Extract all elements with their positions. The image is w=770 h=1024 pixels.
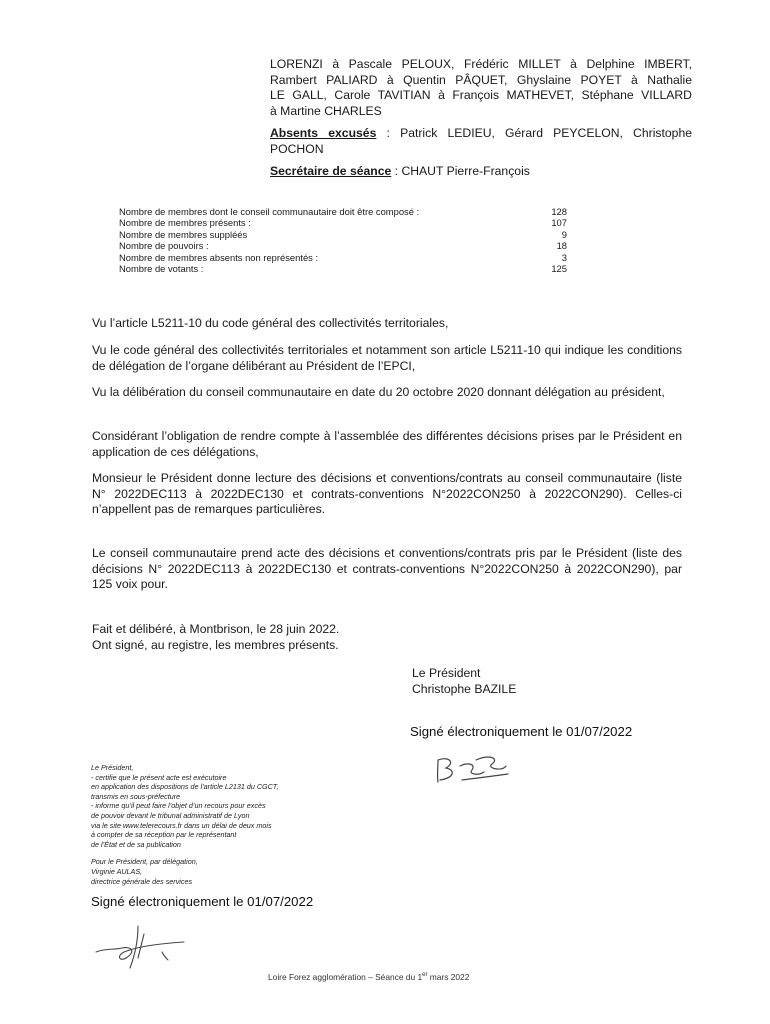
president-title: Le Président [412, 666, 481, 680]
absents-line-1 [270, 126, 692, 142]
paragraph-vu-code: Vu le code général des collectivités territoriales et notamment son article L5211-10 qui indique les conditions de délégation de l’organe délibérant au Président de l’EPCI, [92, 343, 682, 373]
secretaire-label: Secrétaire de séance [270, 164, 392, 178]
absents-line-2: POCHON [270, 141, 324, 156]
president-name: Christophe BAZILE [412, 682, 517, 696]
footer-text-before: Loire Forez agglomération – Séance du 1 [268, 972, 423, 982]
absents-block [270, 126, 692, 157]
stamp-line: en application des dispositions de l’article L2131 du CGCT, [91, 782, 279, 792]
stamp-line: de l’État et de sa publication [91, 839, 181, 849]
stats-label: Nombre de membres présents : [119, 217, 251, 229]
stats-row [119, 206, 567, 217]
pouvoirs-block [270, 57, 692, 119]
stats-value: 3 [561, 251, 567, 263]
stats-label: Nombre de membres dont le conseil communautaire doit être composé : [119, 206, 420, 217]
paragraph-considerant: Considérant l’obligation de rendre compte à l’assemblée des différentes décisions prises par le Président en application de ces délégations, [92, 429, 682, 459]
stats-label: Nombre de pouvoirs : [119, 240, 209, 252]
absents-label: Absents excusés [270, 126, 377, 140]
stamp-delegation-line: directrice générale des services [91, 876, 193, 886]
stats-label: Nombre de membres absents non représentés : [119, 251, 319, 263]
stats-label: Nombre de votants : [119, 263, 204, 275]
ont-signe: Ont signé, au registre, les membres présents. [92, 638, 339, 652]
paragraph-lecture: Monsieur le Président donne lecture des décisions et conventions/contrats au conseil communautaire (liste N° 2022DEC113 à 2022DEC130 et contrats-conventions N°2022CON250 à 2022CON290). Celles-ci n’appellent pas de remarques particulières. [92, 471, 682, 517]
president-signed-date: Signé électroniquement le 01/07/2022 [410, 724, 633, 739]
stamp-delegation-line: Pour le Président, par délégation, [91, 857, 198, 867]
pouvoirs-line-4: à Martine CHARLES [270, 103, 382, 118]
absents-names: : Patrick LEDIEU, Gérard PEYCELON, Christophe [386, 126, 692, 140]
stamp-line: à compter de sa réception par le représentant [91, 830, 237, 840]
fait-delibere: Fait et délibéré, à Montbrison, le 28 juin 2022. [92, 622, 340, 636]
stamp-line: de pouvoir devant le tribunal administratif de Lyon [91, 810, 250, 820]
stats-row [119, 240, 567, 251]
secretaire-value: : CHAUT Pierre-François [394, 164, 530, 178]
stats-label: Nombre de membres suppléés [119, 228, 248, 240]
dgs-signature [92, 922, 202, 972]
stats-row [119, 229, 567, 240]
footer-sup: er [422, 972, 428, 979]
page-footer [268, 972, 469, 982]
pouvoirs-line-1: LORENZI à Pascale PELOUX, Frédéric MILLET à Delphine IMBERT, [270, 57, 692, 71]
stats-row [119, 252, 567, 263]
footer-text-after: mars 2022 [427, 972, 470, 982]
stats-table [119, 206, 567, 274]
stats-value: 18 [556, 240, 567, 252]
stamp-delegation-line: Virginie AULAS, [91, 866, 143, 876]
paragraph-vu-article: Vu l’article L5211-10 du code général des collectivités territoriales, [92, 316, 449, 330]
stamp-line: Le Président, [91, 763, 134, 772]
dgs-signed-date: Signé électroniquement le 01/07/2022 [91, 894, 314, 909]
pouvoirs-line-2: Rambert PALIARD à Quentin PÂQUET, Ghyslaine POYET à Nathalie [270, 72, 692, 87]
pouvoirs-line-3: LE GALL, Carole TAVITIAN à François MATHEVET, Stéphane VILLARD [270, 88, 692, 103]
stats-value: 128 [551, 206, 567, 217]
paragraph-prend-acte: Le conseil communautaire prend acte des décisions et conventions/contrats pris par le Président (liste des décisions N° 2022DEC113 à 2022DEC130 et contrats-conventions N°2022CON250 à 2022CON290), par 125 voix pour. [92, 546, 682, 592]
stamp-line: - informe qu’il peut faire l’objet d’un recours pour excès [91, 801, 266, 811]
stamp-line: via le site www.telerecours.fr dans un délai de deux mois [91, 820, 272, 830]
stats-row [119, 263, 567, 274]
stamp-line: transmis en sous-préfecture [91, 791, 181, 801]
stamp-line: - certifie que le présent acte est exécutoire [91, 772, 227, 782]
stats-value: 125 [551, 263, 567, 275]
secretaire-block [270, 164, 692, 180]
president-signature [432, 752, 522, 792]
stats-row [119, 217, 567, 228]
certification-stamp [91, 763, 279, 886]
stats-value: 107 [551, 217, 567, 229]
stats-value: 9 [561, 228, 567, 240]
paragraph-vu-deliberation: Vu la délibération du conseil communautaire en date du 20 octobre 2020 donnant délégation au président, [92, 385, 665, 399]
